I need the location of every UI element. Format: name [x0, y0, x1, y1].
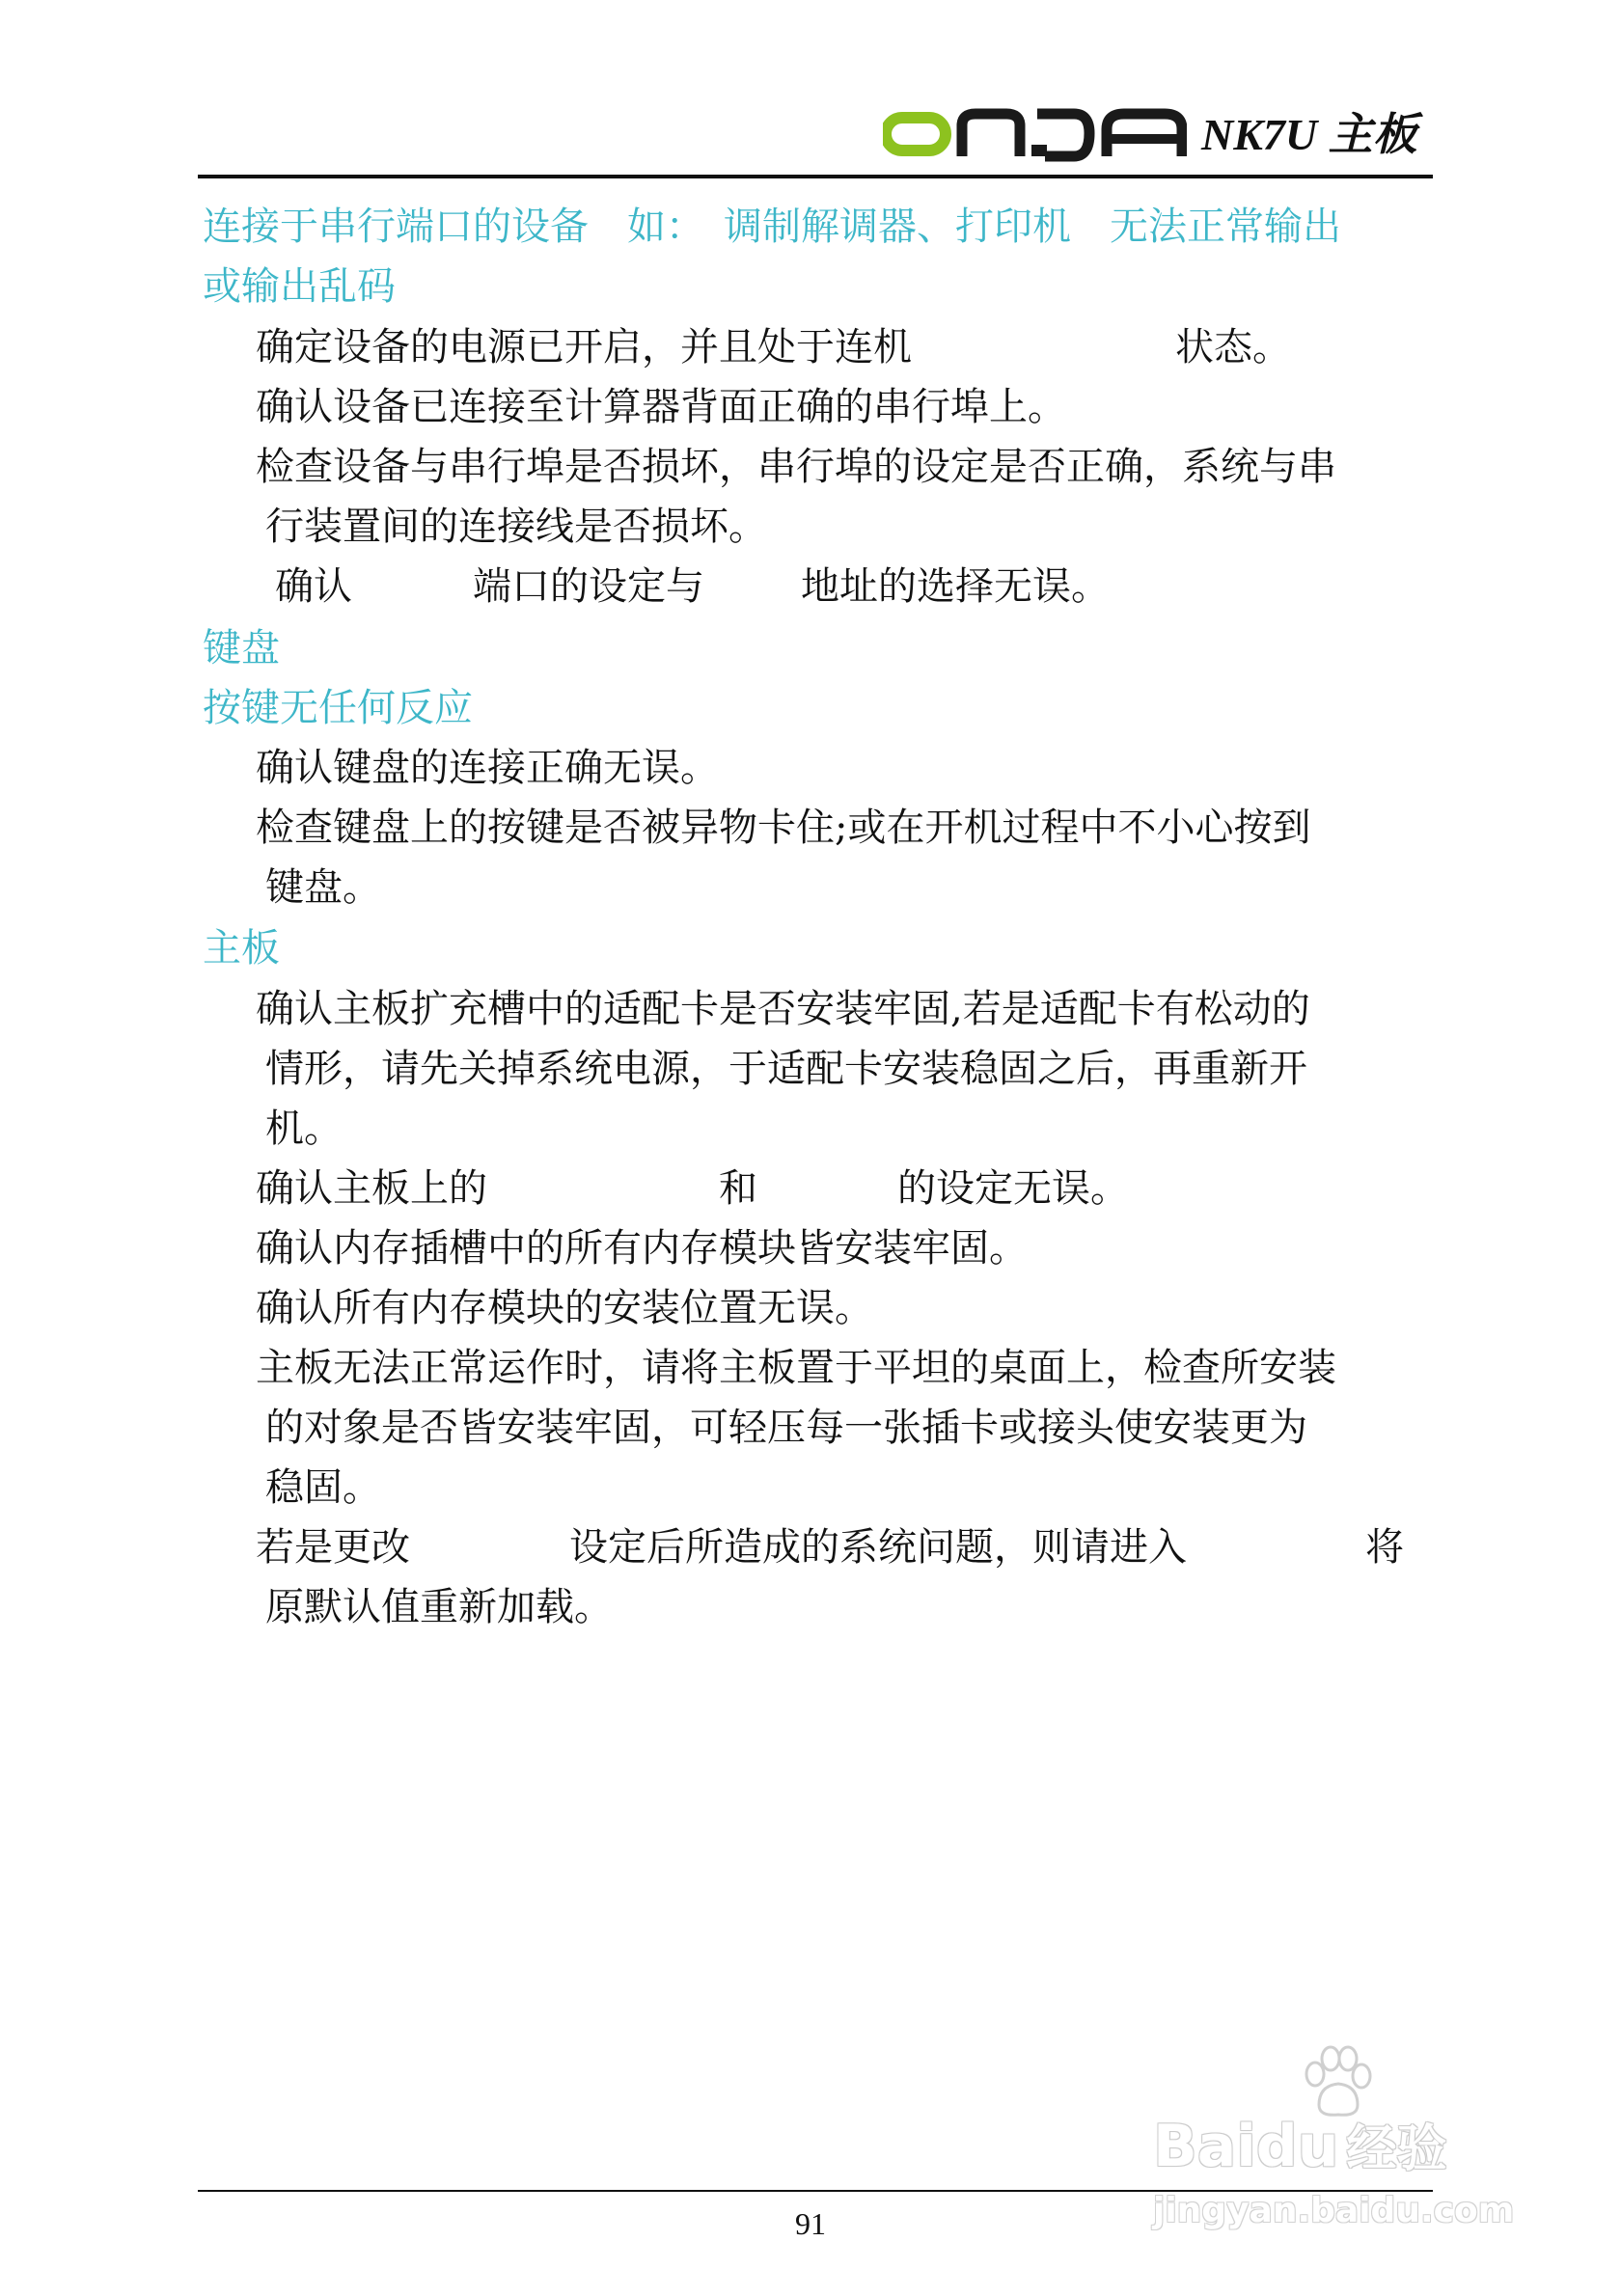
mainboard-item-6-part-2: 设定后所造成的系统问题，则请进入: [569, 1525, 1187, 1570]
page-number: 91: [795, 2206, 826, 2241]
mainboard-item-1-line-3: 机。: [265, 1107, 343, 1151]
serial-heading-line-1: 连接于串行端口的设备 如： 调制解调器、打印机 无法正常输出: [203, 205, 1341, 249]
mainboard-item-6-line-2: 原默认值重新加载。: [265, 1585, 613, 1629]
serial-item-1-text: 确定设备的电源已开启，并且处于连机: [256, 325, 912, 369]
serial-item-2: 确认设备已连接至计算器背面正确的串行埠上。: [256, 385, 1066, 429]
mainboard-item-2-part-1: 确认主板上的: [256, 1166, 487, 1211]
keyboard-item-2-line-2: 键盘。: [265, 865, 381, 910]
mainboard-item-5-line-1: 主板无法正常运作时，请将主板置于平坦的桌面上，检查所安装: [256, 1346, 1336, 1390]
mainboard-item-6-part-1: 若是更改: [256, 1525, 410, 1570]
keyboard-item-2-line-1: 检查键盘上的按键是否被异物卡住;或在开机过程中不小心按到: [256, 806, 1311, 850]
serial-item-4-part-2: 端口的设定与: [473, 564, 704, 609]
watermark-brand: [1153, 2113, 1446, 2183]
keyboard-heading: 键盘: [203, 626, 280, 670]
paw-icon: [1298, 2045, 1375, 2122]
serial-item-3-line-1: 检查设备与串行埠是否损坏，串行埠的设定是否正确，系统与串: [256, 445, 1336, 489]
serial-item-3-line-2: 行装置间的连接线是否损坏。: [265, 505, 767, 549]
serial-item-1-tail: 状态。: [1175, 325, 1291, 369]
keyboard-subheading: 按键无任何反应: [203, 686, 473, 730]
watermark-brand-jingyan: 经验: [1346, 2120, 1447, 2178]
watermark-brand-bai: Bai: [1153, 2113, 1256, 2180]
watermark-site: jingyan.baidu.com: [1153, 2191, 1515, 2230]
keyboard-item-1: 确认键盘的连接正确无误。: [256, 746, 719, 790]
mainboard-heading: 主板: [203, 926, 280, 970]
baidu-jingyan-watermark: [1153, 2045, 1539, 2238]
mainboard-item-3: 确认内存插槽中的所有内存模块皆安装牢固。: [256, 1226, 1028, 1271]
mainboard-item-1-line-1: 确认主板扩充槽中的适配卡是否安装牢固,若是适配卡有松动的: [256, 987, 1310, 1031]
mainboard-item-2-part-3: 的设定无误。: [897, 1166, 1129, 1211]
serial-heading-line-2: 或输出乱码: [203, 264, 396, 309]
mainboard-item-5-line-2: 的对象是否皆安装牢固，可轻压每一张插卡或接头使安装更为: [265, 1406, 1307, 1450]
mainboard-item-2-part-2: 和: [719, 1166, 757, 1211]
mainboard-item-1-line-2: 情形，请先关掉系统电源，于适配卡安装稳固之后，再重新开: [265, 1047, 1307, 1091]
product-title: NK7U 主板: [1201, 110, 1417, 159]
mainboard-item-6-part-3: 将: [1365, 1525, 1404, 1570]
mainboard-item-4: 确认所有内存模块的安装位置无误。: [256, 1286, 873, 1330]
serial-item-4-part-1: 确认: [275, 564, 352, 609]
mainboard-item-5-line-3: 稳固。: [265, 1465, 381, 1510]
serial-item-4-part-3: 地址的选择无误。: [801, 564, 1110, 609]
watermark-brand-du: du: [1255, 2113, 1339, 2180]
